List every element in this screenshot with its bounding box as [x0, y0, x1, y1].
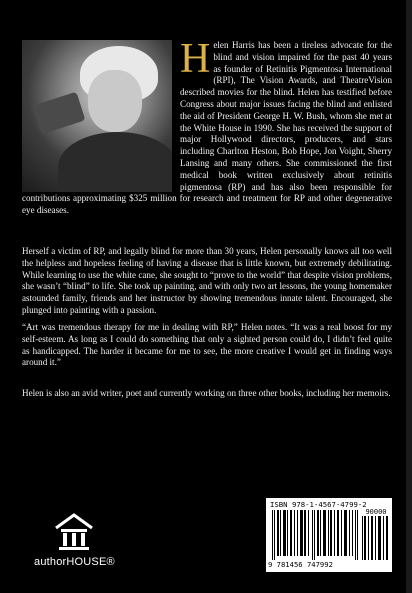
- photo-spacer: [22, 40, 180, 190]
- bio-paragraph-4: Helen is also an avid writer, poet and currently working on three other books, including her memoirs.: [22, 388, 391, 398]
- drop-cap: H: [180, 36, 211, 82]
- bio-paragraph-3: “Art was tremendous therapy for me in dealing with RP,” Helen notes. “It was a real boost for my self-esteem. As long as I could do something that only a sighted person could do, I didn’t feel quite as handicapped. The harder it became for me to see, the more creative I would get in finding ways around it.”: [22, 322, 392, 368]
- cover-edge: [406, 0, 412, 593]
- isbn-barcode: [266, 498, 392, 572]
- publisher-name: authorHOUSE®: [34, 556, 115, 568]
- barcode-addon-bars: [362, 516, 388, 560]
- barcode-number: 9 781456 747992: [268, 560, 333, 569]
- bio-paragraph-1-text: elen Harris has been a tireless advocate for the blind and vision impaired for the past 40 years as founder of Retinitis Pigmentosa International (RPI), The Vision Awards, and TheatreVision described movies for the blind. Helen has testified before Congress about major issues facing the blind and enlisted the aid of President George H. W. Bush, whom she met at the White House in 1990. She has received the support of major Hollywood directors, producers, and stars including Charlton Heston, Bob Hope, Jon Voight, Sherry Lansing and many others. She commissioned the first medical book written exclusively about retinitis pigmentosa (RP) and has also been responsible for contributions approximating $325 million for research and treatment for RP and other degenerative eye diseases.: [22, 40, 392, 216]
- authorhouse-building-icon: [52, 512, 96, 552]
- publisher-logo: [34, 512, 124, 576]
- isbn-label: ISBN 978-1-4567-4799-2: [270, 500, 367, 509]
- barcode-addon-label: 90000: [365, 508, 387, 516]
- barcode-main-bars: [272, 510, 358, 560]
- bio-paragraph-2: Herself a victim of RP, and legally blind for more than 30 years, Helen personally knows all too well the helpless and hopeless feeling of having a disease that is little known, but extremely debilitating. While learning to use the white cane, she sought to “prove to the world” that despite vision problems, she wasn’t “blind” to life. She took up painting, and with only two art lessons, the young homemaker astounded family, friends and her instructor by showing tremendous innate talent. Encouraged, she plunged into painting with a passion.: [22, 246, 392, 315]
- bio-paragraph-1: [22, 36, 392, 217]
